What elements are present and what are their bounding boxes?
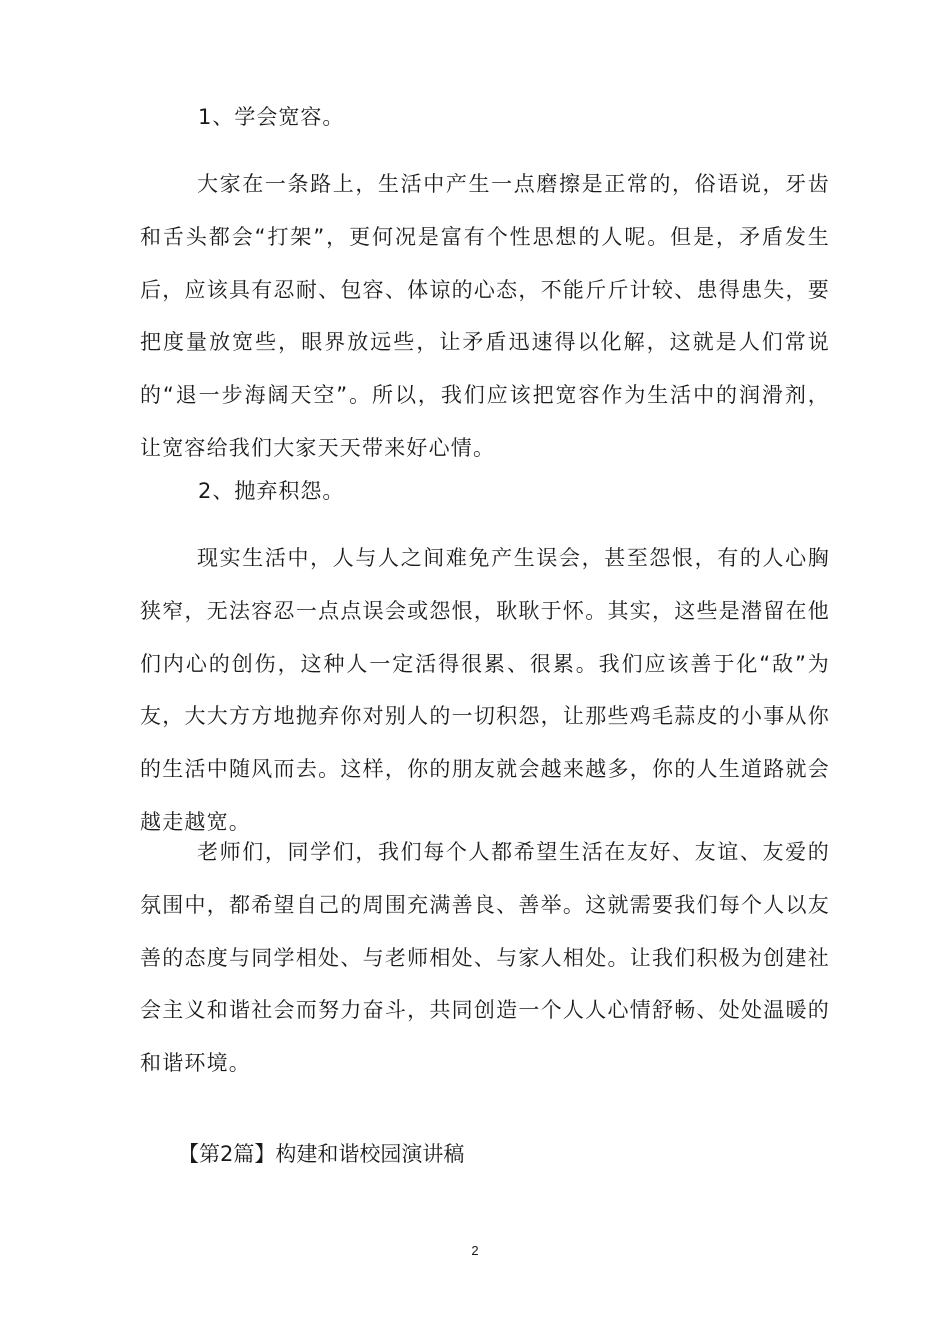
page-number: 2 (471, 1243, 479, 1258)
paragraph-closing: 老师们，同学们，我们每个人都希望生活在友好、友谊、友爱的氛围中，都希望自己的周围充满善良、善举。这就需要我们每个人以友善的态度与同学相处、与老师相处、与家人相处。让我们积极为创建社会主义和谐社会而努力奋斗，共同创造一个人人心情舒畅、处处温暖的和谐环境。 (140, 840, 830, 1076)
paragraph-grudges: 现实生活中，人与人之间难免产生误会，甚至怨恨，有的人心胸狭窄，无法容忍一点点误会或怨恨，耿耿于怀。其实，这些是潜留在他们内心的创伤，这种人一定活得很累、很累。我们应该善于化“敌”为友，大大方方地抛弃你对别人的一切积怨，让那些鸡毛蒜皮的小事从你的生活中随风而去。这样，你的朋友就会越来越多，你的人生道路就会越走越宽。 (140, 546, 830, 834)
section-heading-tolerance: 1、学会宽容。 (198, 105, 345, 129)
paragraph-tolerance: 大家在一条路上，生活中产生一点磨擦是正常的，俗语说，牙齿和舌头都会“打架”，更何况是富有个性思想的人呢。但是，矛盾发生后，应该具有忍耐、包容、体谅的心态，不能斤斤计较、患得患失，要把度量放宽些，眼界放远些，让矛盾迅速得以化解，这就是人们常说的“退一步海阔天空”。所以，我们应该把宽容作为生活中的润滑剂，让宽容给我们大家天天带来好心情。 (140, 172, 830, 460)
section-heading-grudges: 2、抛弃积怨。 (198, 479, 345, 503)
next-article-title: 【第2篇】构建和谐校园演讲稿 (178, 1142, 465, 1166)
